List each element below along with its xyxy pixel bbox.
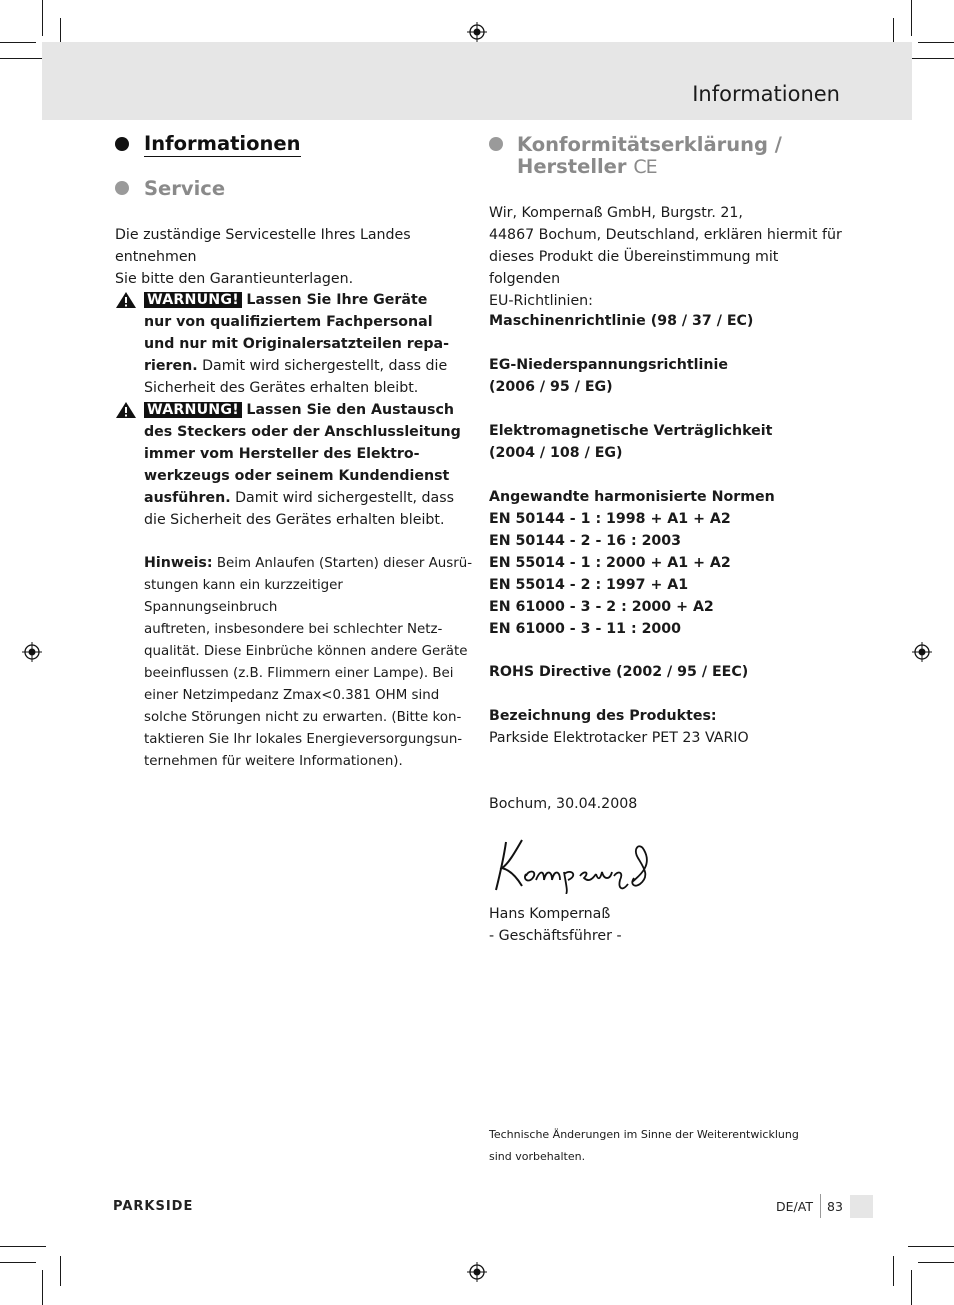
warning-block-1 xyxy=(144,289,474,399)
text-line: Technische Änderungen im Sinne der Weiterentwicklung xyxy=(489,1128,799,1141)
footer-divider xyxy=(820,1194,821,1218)
crop-mark xyxy=(908,58,954,59)
service-text xyxy=(115,224,475,290)
registration-mark-icon xyxy=(22,642,42,662)
text-line xyxy=(144,311,474,333)
text-line: qualität. Diese Einbrüche können andere Geräte xyxy=(144,644,468,659)
bullet-icon xyxy=(489,137,503,151)
directive-low-voltage xyxy=(489,354,728,398)
text-line: ternehmen für weitere Informationen). xyxy=(144,754,403,769)
section-heading-informationen xyxy=(144,132,301,157)
registration-mark-icon xyxy=(912,642,932,662)
crop-mark xyxy=(60,1256,61,1286)
crop-mark xyxy=(0,1246,46,1247)
hinweis-label: Hinweis: xyxy=(144,555,213,571)
brand-logo: PARKSIDE xyxy=(113,1199,194,1214)
warning-badge: WARNUNG! xyxy=(144,292,242,308)
normal-text: die Sicherheit des Gerätes erhalten bleibt. xyxy=(144,512,445,528)
text-line: einer Netzimpedanz Zmax<0.381 OHM sind xyxy=(144,688,440,703)
text-line: EG-Niederspannungsrichtlinie xyxy=(489,357,728,373)
product-label: Bezeichnung des Produktes: xyxy=(489,708,717,724)
text-line: dieses Produkt die Übereinstimmung mit folgenden xyxy=(489,249,779,287)
warning-badge: WARNUNG! xyxy=(144,402,242,418)
text-line xyxy=(144,333,474,355)
text-line: (2004 / 108 / EG) xyxy=(489,445,623,461)
text-line xyxy=(144,443,474,465)
norms-block xyxy=(489,486,775,640)
norm-item: EN 55014 - 2 : 1997 + A1 xyxy=(489,577,689,593)
text-line: EU-Richtlinien: xyxy=(489,293,593,309)
warning-triangle-icon xyxy=(115,401,137,419)
text-line xyxy=(144,289,474,311)
product-block xyxy=(489,705,749,749)
page-header-title: Informationen xyxy=(692,82,840,106)
signature-image xyxy=(492,836,654,894)
crop-mark xyxy=(918,42,954,43)
heading-text: Informationen xyxy=(144,132,301,155)
bold-text: des Steckers oder der Anschlussleitung xyxy=(144,424,461,440)
heading-text: Hersteller xyxy=(517,155,627,178)
text-line: Sie bitte den Garantieunterlagen. xyxy=(115,271,354,287)
bold-text: immer vom Hersteller des Elektro- xyxy=(144,446,420,462)
warning-block-2 xyxy=(144,399,474,531)
header-band xyxy=(42,42,912,120)
crop-mark xyxy=(911,0,912,36)
crop-mark xyxy=(0,1262,36,1263)
section-heading-konformitaet xyxy=(517,134,782,178)
text-line: Die zuständige Servicestelle Ihres Landes entnehmen xyxy=(115,227,411,265)
text-line: beeinflussen (z.B. Flimmern einer Lampe). Bei xyxy=(144,666,454,681)
normal-text: Damit wird sichergestellt, dass xyxy=(230,490,455,506)
normal-text: Damit wird sichergestellt, dass die xyxy=(197,358,448,374)
registration-mark-icon xyxy=(467,22,487,42)
text-line xyxy=(144,421,474,443)
heading-line xyxy=(517,156,782,178)
bold-text: Lassen Sie den Austausch xyxy=(246,402,454,418)
bold-text: rieren. xyxy=(144,358,198,374)
bold-text: nur von qualifiziertem Fachpersonal xyxy=(144,314,433,330)
text-line xyxy=(144,377,474,399)
text-line xyxy=(144,465,474,487)
signer-block xyxy=(489,903,622,947)
directive-emc xyxy=(489,420,772,464)
bold-text: und nur mit Originalersatzteilen repa- xyxy=(144,336,449,352)
section-heading-service: Service xyxy=(144,177,226,200)
crop-mark xyxy=(42,0,43,36)
crop-mark xyxy=(893,1256,894,1286)
heading-line: Konformitätserklärung / xyxy=(517,133,782,156)
norm-item: EN 61000 - 3 - 2 : 2000 + A2 xyxy=(489,599,714,615)
crop-mark xyxy=(0,58,46,59)
norm-item: EN 50144 - 2 - 16 : 2003 xyxy=(489,533,682,549)
normal-text: Beim Anlaufen (Starten) dieser Ausrü- xyxy=(212,556,473,571)
norm-item: EN 55014 - 1 : 2000 + A1 + A2 xyxy=(489,555,731,571)
text-line xyxy=(144,552,474,575)
bold-text: werkzeugs oder seinem Kundendienst xyxy=(144,468,450,484)
warning-triangle-icon xyxy=(115,291,137,309)
hinweis-block xyxy=(144,552,474,773)
text-line: stungen kann ein kurzzeitiger Spannungseinbruch xyxy=(144,578,343,615)
registration-mark-icon xyxy=(467,1262,487,1282)
place-date: Bochum, 30.04.2008 xyxy=(489,796,638,812)
rohs-directive: ROHS Directive (2002 / 95 / EEC) xyxy=(489,664,749,680)
normal-text: Sicherheit des Gerätes erhalten bleibt. xyxy=(144,380,419,396)
product-name: Parkside Elektrotacker PET 23 VARIO xyxy=(489,730,749,746)
bold-text: ausführen. xyxy=(144,490,231,506)
crop-mark xyxy=(918,1262,954,1263)
norm-item: EN 61000 - 3 - 11 : 2000 xyxy=(489,621,682,637)
text-line: (2006 / 95 / EG) xyxy=(489,379,613,395)
bullet-icon xyxy=(115,137,129,151)
crop-mark xyxy=(0,42,36,43)
norm-item: EN 50144 - 1 : 1998 + A1 + A2 xyxy=(489,511,731,527)
signer-title: - Geschäftsführer - xyxy=(489,928,622,944)
declaration-intro xyxy=(489,202,849,312)
text-line xyxy=(144,399,474,421)
text-line: 44867 Bochum, Deutschland, erklären hiermit für xyxy=(489,227,842,243)
crop-mark xyxy=(908,1246,954,1247)
text-line xyxy=(144,355,474,377)
text-line: Wir, Kompernaß GmbH, Burgstr. 21, xyxy=(489,205,743,221)
text-line: auftreten, insbesondere bei schlechter Netz- xyxy=(144,622,443,637)
text-line xyxy=(144,509,474,531)
text-line: Elektromagnetische Verträglichkeit xyxy=(489,423,773,439)
directive-machinery: Maschinenrichtlinie (98 / 37 / EC) xyxy=(489,313,754,329)
page-number: 83 xyxy=(827,1199,843,1214)
signer-name: Hans Kompernaß xyxy=(489,906,611,922)
crop-mark xyxy=(42,1270,43,1305)
text-line: taktieren Sie Ihr lokales Energieversorgungsun- xyxy=(144,732,463,747)
footer-tab-box xyxy=(850,1195,873,1218)
text-line: solche Störungen nicht zu erwarten. (Bitte kon- xyxy=(144,710,462,725)
ce-mark: CE xyxy=(633,156,657,178)
bold-text: Lassen Sie Ihre Geräte xyxy=(246,292,428,308)
text-line xyxy=(144,487,474,509)
technical-note xyxy=(489,1124,799,1168)
bullet-icon xyxy=(115,181,129,195)
norms-title: Angewandte harmonisierte Normen xyxy=(489,489,775,505)
language-code: DE/AT xyxy=(776,1199,813,1214)
text-line: sind vorbehalten. xyxy=(489,1150,586,1163)
crop-mark xyxy=(911,1270,912,1305)
